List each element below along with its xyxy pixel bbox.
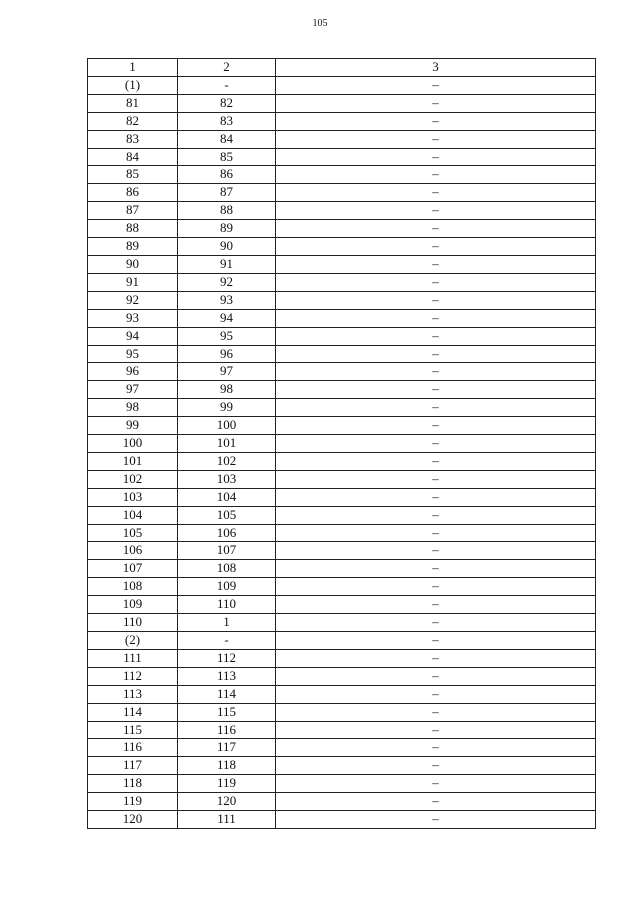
table-row — [88, 649, 596, 667]
table-row — [88, 470, 596, 488]
table-cell-col-3: – — [276, 721, 596, 739]
table-cell-col-3: – — [276, 435, 596, 453]
table-cell-col-2: 88 — [178, 202, 276, 220]
table-cell-col-2: 101 — [178, 435, 276, 453]
table-cell-col-1: 113 — [88, 685, 178, 703]
table-cell-col-1: 81 — [88, 94, 178, 112]
table-cell-col-3: – — [276, 542, 596, 560]
table-row — [88, 184, 596, 202]
table-cell-col-2: 120 — [178, 793, 276, 811]
table-row — [88, 166, 596, 184]
table-cell-col-2: 93 — [178, 291, 276, 309]
table-cell-col-2: 84 — [178, 130, 276, 148]
table-row — [88, 417, 596, 435]
table-cell-col-1: 102 — [88, 470, 178, 488]
table-cell-col-1: 96 — [88, 363, 178, 381]
table-cell-col-3: – — [276, 614, 596, 632]
table-row — [88, 273, 596, 291]
table-row — [88, 524, 596, 542]
table-row — [88, 381, 596, 399]
table-cell-col-3: – — [276, 345, 596, 363]
table-cell-col-2: 115 — [178, 703, 276, 721]
table-cell-col-1: 95 — [88, 345, 178, 363]
table-row — [88, 327, 596, 345]
table-row — [88, 202, 596, 220]
table-cell-col-3: – — [276, 739, 596, 757]
table-cell-col-3: – — [276, 112, 596, 130]
table-cell-col-3: – — [276, 524, 596, 542]
table-cell-col-3: – — [276, 273, 596, 291]
table-cell-col-1: 92 — [88, 291, 178, 309]
table-cell-col-1: 109 — [88, 596, 178, 614]
table-cell-col-2: 106 — [178, 524, 276, 542]
table-row — [88, 452, 596, 470]
table-row — [88, 632, 596, 650]
table-cell-col-1: (2) — [88, 632, 178, 650]
table-cell-col-2: 87 — [178, 184, 276, 202]
table-cell-col-3: – — [276, 148, 596, 166]
table-row — [88, 94, 596, 112]
table-cell-col-3: – — [276, 578, 596, 596]
table-row — [88, 291, 596, 309]
table-row — [88, 345, 596, 363]
table-cell-col-1: 82 — [88, 112, 178, 130]
table-cell-col-3: – — [276, 703, 596, 721]
table-cell-col-1: (1) — [88, 76, 178, 94]
table-cell-col-1: 94 — [88, 327, 178, 345]
table-cell-col-2: 91 — [178, 255, 276, 273]
table-cell-col-2: 89 — [178, 220, 276, 238]
table-cell-col-1: 88 — [88, 220, 178, 238]
table-cell-col-3: – — [276, 488, 596, 506]
table-body — [88, 76, 596, 828]
table-row — [88, 309, 596, 327]
table-cell-col-3: – — [276, 757, 596, 775]
table-cell-col-1: 86 — [88, 184, 178, 202]
table-row — [88, 793, 596, 811]
table-row — [88, 76, 596, 94]
table-cell-col-1: 98 — [88, 399, 178, 417]
table-cell-col-3: – — [276, 381, 596, 399]
table-row — [88, 363, 596, 381]
table-cell-col-3: – — [276, 685, 596, 703]
table-cell-col-2: 117 — [178, 739, 276, 757]
table-cell-col-1: 116 — [88, 739, 178, 757]
table-cell-col-2: 109 — [178, 578, 276, 596]
table-cell-col-3: – — [276, 596, 596, 614]
table-cell-col-2: 97 — [178, 363, 276, 381]
table-cell-col-3: – — [276, 560, 596, 578]
table-cell-col-3: – — [276, 470, 596, 488]
table-cell-col-3: – — [276, 184, 596, 202]
table-row — [88, 112, 596, 130]
table-cell-col-1: 119 — [88, 793, 178, 811]
table-cell-col-3: – — [276, 363, 596, 381]
table-cell-col-1: 85 — [88, 166, 178, 184]
page-number: 105 — [312, 18, 328, 29]
table-cell-col-3: – — [276, 775, 596, 793]
table-cell-col-3: – — [276, 811, 596, 829]
table-cell-col-3: – — [276, 202, 596, 220]
table-row — [88, 757, 596, 775]
table-cell-col-2: 119 — [178, 775, 276, 793]
table-cell-col-2: 90 — [178, 238, 276, 256]
table-cell-col-1: 99 — [88, 417, 178, 435]
table-row — [88, 578, 596, 596]
table-cell-col-2: 103 — [178, 470, 276, 488]
table-cell-col-2: 98 — [178, 381, 276, 399]
table-row — [88, 811, 596, 829]
table-cell-col-3: – — [276, 130, 596, 148]
table-cell-col-2: 100 — [178, 417, 276, 435]
table-row — [88, 685, 596, 703]
table-cell-col-3: – — [276, 327, 596, 345]
table-row — [88, 560, 596, 578]
table-cell-col-2: 86 — [178, 166, 276, 184]
table-cell-col-3: – — [276, 506, 596, 524]
table-cell-col-1: 120 — [88, 811, 178, 829]
table-cell-col-3: – — [276, 649, 596, 667]
table-cell-col-1: 87 — [88, 202, 178, 220]
table-cell-col-2: 104 — [178, 488, 276, 506]
header-row — [88, 59, 596, 77]
table-row — [88, 721, 596, 739]
table-cell-col-3: – — [276, 255, 596, 273]
table-row — [88, 488, 596, 506]
table-cell-col-2: 116 — [178, 721, 276, 739]
table-cell-col-1: 107 — [88, 560, 178, 578]
table-cell-col-1: 114 — [88, 703, 178, 721]
table-cell-col-2: 99 — [178, 399, 276, 417]
table-cell-col-2: 111 — [178, 811, 276, 829]
table-cell-col-2: 114 — [178, 685, 276, 703]
table-cell-col-2: 113 — [178, 667, 276, 685]
table-cell-col-1: 97 — [88, 381, 178, 399]
table-cell-col-2: 96 — [178, 345, 276, 363]
table-row — [88, 542, 596, 560]
table-row — [88, 220, 596, 238]
table-cell-col-3: – — [276, 238, 596, 256]
table-row — [88, 130, 596, 148]
data-table — [87, 58, 596, 829]
table-cell-col-1: 117 — [88, 757, 178, 775]
table-row — [88, 148, 596, 166]
table-row — [88, 506, 596, 524]
table-cell-col-3: – — [276, 632, 596, 650]
table-cell-col-3: – — [276, 417, 596, 435]
table-row — [88, 739, 596, 757]
table-cell-col-1: 84 — [88, 148, 178, 166]
table-cell-col-2: 82 — [178, 94, 276, 112]
table-cell-col-1: 110 — [88, 614, 178, 632]
column-header-2: 2 — [178, 59, 276, 77]
table-row — [88, 775, 596, 793]
table-cell-col-2: 92 — [178, 273, 276, 291]
table-cell-col-3: – — [276, 452, 596, 470]
table-cell-col-1: 115 — [88, 721, 178, 739]
column-header-1: 1 — [88, 59, 178, 77]
table-cell-col-1: 108 — [88, 578, 178, 596]
table-cell-col-2: 105 — [178, 506, 276, 524]
table-cell-col-2: - — [178, 632, 276, 650]
column-header-3: 3 — [276, 59, 596, 77]
table-cell-col-2: - — [178, 76, 276, 94]
table-cell-col-2: 108 — [178, 560, 276, 578]
table-cell-col-1: 101 — [88, 452, 178, 470]
table-cell-col-1: 111 — [88, 649, 178, 667]
table-cell-col-1: 118 — [88, 775, 178, 793]
table-cell-col-2: 85 — [178, 148, 276, 166]
table-cell-col-1: 90 — [88, 255, 178, 273]
table-cell-col-1: 103 — [88, 488, 178, 506]
table-cell-col-2: 94 — [178, 309, 276, 327]
table-cell-col-1: 89 — [88, 238, 178, 256]
table-cell-col-2: 102 — [178, 452, 276, 470]
table-row — [88, 435, 596, 453]
table-cell-col-3: – — [276, 166, 596, 184]
table-cell-col-3: – — [276, 309, 596, 327]
table-row — [88, 596, 596, 614]
table-cell-col-2: 112 — [178, 649, 276, 667]
table-cell-col-1: 100 — [88, 435, 178, 453]
table-cell-col-3: – — [276, 76, 596, 94]
table-cell-col-3: – — [276, 220, 596, 238]
table-header — [88, 59, 596, 77]
table-cell-col-1: 93 — [88, 309, 178, 327]
table-cell-col-1: 83 — [88, 130, 178, 148]
table-row — [88, 614, 596, 632]
table-row — [88, 238, 596, 256]
table-row — [88, 255, 596, 273]
table-row — [88, 399, 596, 417]
table-cell-col-3: – — [276, 399, 596, 417]
table-cell-col-1: 106 — [88, 542, 178, 560]
table-cell-col-3: – — [276, 793, 596, 811]
table-cell-col-3: – — [276, 94, 596, 112]
table-row — [88, 667, 596, 685]
table-cell-col-2: 95 — [178, 327, 276, 345]
table-cell-col-1: 112 — [88, 667, 178, 685]
table-cell-col-2: 107 — [178, 542, 276, 560]
table-cell-col-2: 110 — [178, 596, 276, 614]
table-cell-col-3: – — [276, 667, 596, 685]
table-cell-col-2: 83 — [178, 112, 276, 130]
table-cell-col-2: 1 — [178, 614, 276, 632]
table-cell-col-2: 118 — [178, 757, 276, 775]
table-cell-col-1: 105 — [88, 524, 178, 542]
table-cell-col-1: 104 — [88, 506, 178, 524]
table-row — [88, 703, 596, 721]
table-cell-col-1: 91 — [88, 273, 178, 291]
table-cell-col-3: – — [276, 291, 596, 309]
